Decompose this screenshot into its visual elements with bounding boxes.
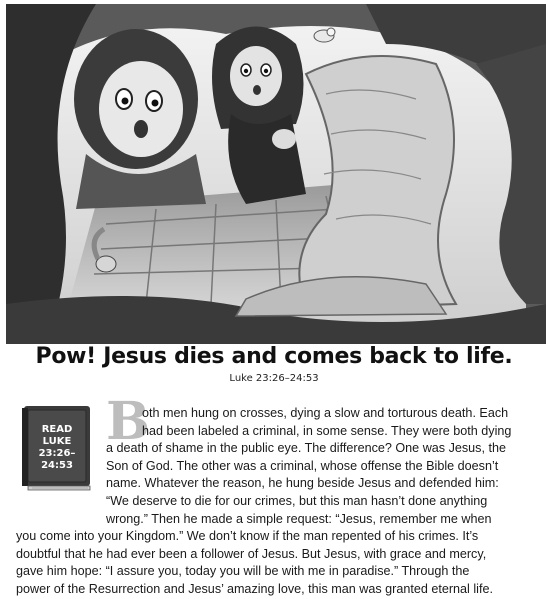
story-body — [16, 405, 536, 599]
scripture-reference: Luke 23:26–24:53 — [229, 373, 319, 384]
badge-line-luke: LUKE — [42, 436, 72, 447]
body-line: Son of God. The other was a criminal, whose offense the Bible doesn’t — [106, 458, 499, 473]
body-line: “We deserve to die for our crimes, but this man hasn’t done anything — [106, 493, 488, 508]
body-line: had been labeled a criminal, in some sense. They were both dying — [142, 423, 512, 438]
page-title: Pow! Jesus dies and comes back to life. — [35, 344, 513, 369]
badge-line-read: READ — [41, 424, 73, 435]
badge-line-chapters: 23:26–24:53 — [38, 448, 76, 471]
body-line: you come into your Kingdom.” We don’t know if the man repented of his crimes. It’s — [16, 529, 479, 544]
women-at-tomb-picture — [6, 4, 546, 344]
body-line: gave him hope: “I assure you, today you will be with me in paradise.” Through the — [16, 564, 470, 579]
drop-cap: B — [106, 391, 150, 452]
body-line: a death of shame in the public eye. The difference? One was Jesus, the — [106, 441, 506, 456]
tomb-illustration — [6, 4, 546, 344]
body-line: doubtful that he had ever been a follower of Jesus. But Jesus, with grace and mercy, — [16, 546, 487, 561]
body-line: wrong.” Then he made a simple request: “Jesus, remember me when — [106, 511, 492, 526]
body-line: oth men hung on crosses, dying a slow and torturous death. Each — [142, 406, 509, 420]
body-line: power of the Resurrection and Jesus’ amazing love, this man was granted eternal life. — [16, 581, 493, 596]
body-line: name. Whatever the reason, he hung beside Jesus and defended him: — [106, 476, 499, 491]
